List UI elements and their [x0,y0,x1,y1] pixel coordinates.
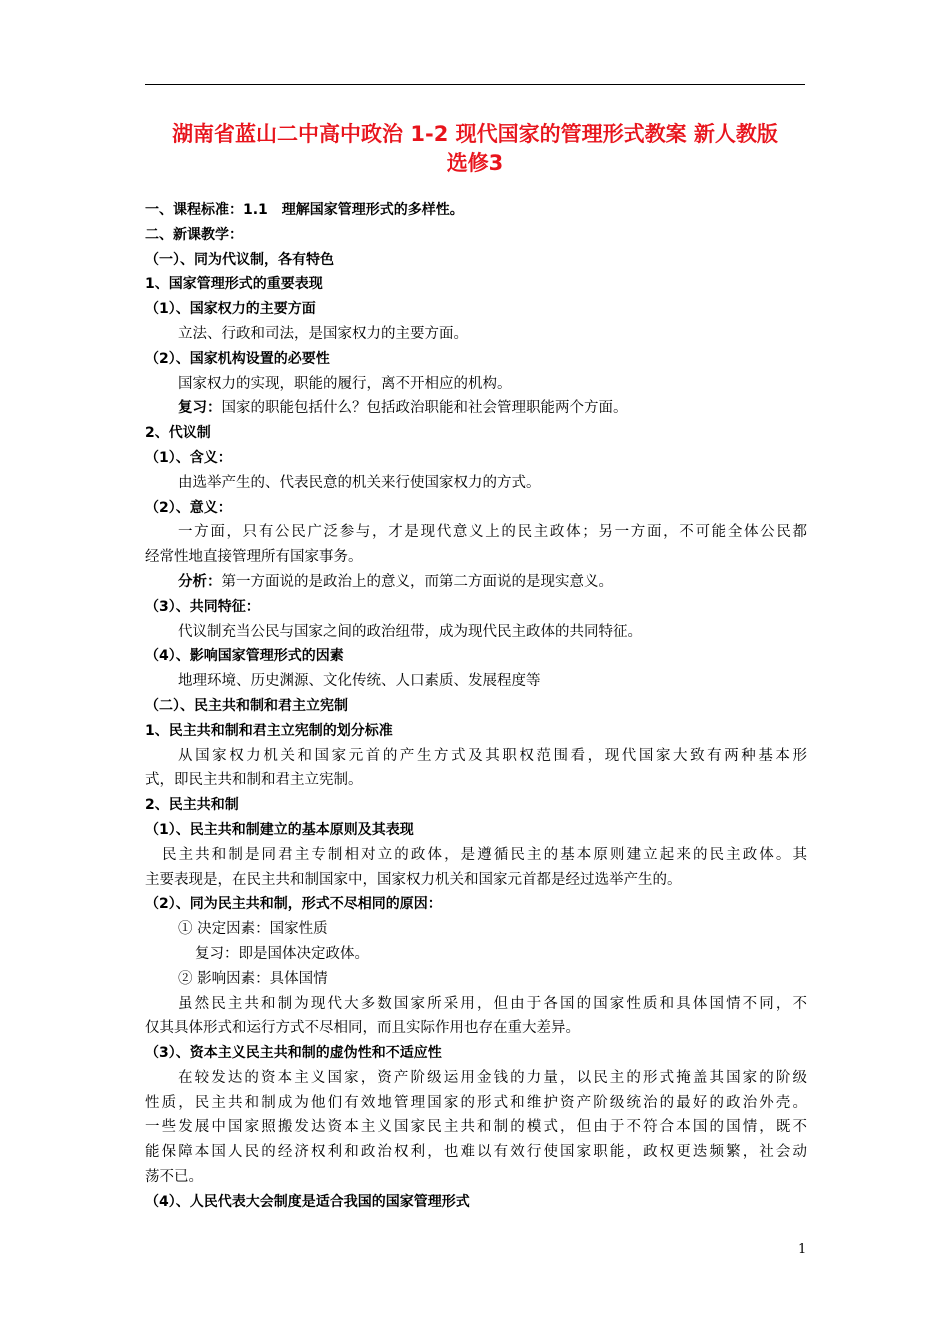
section-heading [145,1190,807,1215]
line-text: 2、代议制 [145,425,211,442]
body-line [145,545,807,570]
body-line [145,396,807,421]
section-heading [145,644,807,669]
body-line [145,843,807,868]
line-text: 经常性地直接管理所有国家事务。 [145,549,363,566]
section-heading [145,818,807,843]
section-heading [145,892,807,917]
line-text: （1）、民主共和制建立的基本原则及其表现 [145,821,414,838]
section-heading [145,496,807,521]
line-text: （1）、国家权力的主要方面 [145,301,316,318]
body-line [145,917,807,942]
body-line [145,942,807,967]
line-text: 仅其具体形式和运行方式不尽相同，而且实际作用也存在重大差异。 [145,1020,580,1037]
body-line [145,669,807,694]
body-line [145,322,807,347]
body-line [145,1016,807,1041]
body-line [145,967,807,992]
section-heading [145,198,807,223]
line-text: 二、新课教学： [145,226,243,243]
body-line [145,744,807,769]
bold-label: 分析： [178,572,222,590]
line-text: 立法、行政和司法，是国家权力的主要方面。 [178,325,468,342]
line-text: （1）、含义： [145,449,232,466]
body-line [145,1066,807,1091]
line-text: （3）、共同特征： [145,598,260,615]
section-heading [145,595,807,620]
body-line [145,471,807,496]
line-text: ① 决定因素：国家性质 [178,921,328,938]
line-text: 从国家权力机关和国家元首的产生方式及其职权范围看，现代国家大致有两种基本形 [178,747,807,764]
section-heading [145,1041,807,1066]
body-line [145,620,807,645]
line-text: 地理环境、历史渊源、文化传统、人口素质、发展程度等 [178,673,541,690]
line-text: 性质，民主共和制成为他们有效地管理国家的形式和维护资产阶级统治的最好的政治外壳。 [145,1094,807,1111]
line-text: 复习：即是国体决定政体。 [195,945,369,962]
line-text: 2、民主共和制 [145,797,239,814]
section-heading [145,248,807,273]
section-heading [145,223,807,248]
section-heading [145,347,807,372]
line-text: 荡不已。 [145,1169,203,1186]
line-text: 民主共和制是同君主专制相对立的政体，是遵循民主的基本原则建立起来的民主政体。其 [162,846,807,863]
line-text: （4）、影响国家管理形式的因素 [145,648,344,665]
line-text: 在较发达的资本主义国家，资产阶级运用金钱的力量，以民主的形式掩盖其国家的阶级 [178,1069,807,1086]
section-heading [145,694,807,719]
title-line: 选修3 [446,151,504,175]
bold-label: 复习： [178,399,222,417]
line-text: 1、民主共和制和君主立宪制的划分标准 [145,722,393,739]
line-text: ② 影响因素：具体国情 [178,970,328,987]
line-text: 第一方面说的是政治上的意义，而第二方面说的是现实意义。 [221,573,613,590]
section-heading [145,421,807,446]
body-line [145,1165,807,1190]
line-text: 国家权力的实现，职能的履行，离不开相应的机构。 [178,375,512,392]
section-heading [145,446,807,471]
line-text: （3）、资本主义民主共和制的虚伪性和不适应性 [145,1045,442,1062]
line-text: （二）、民主共和制和君主立宪制 [145,697,348,714]
line-text: 国家的职能包括什么？包括政治职能和社会管理职能两个方面。 [221,400,628,417]
line-text: 式，即民主共和制和君主立宪制。 [145,772,363,789]
body-line [145,570,807,595]
line-text: （2）、意义： [145,499,232,516]
line-text: 一些发展中国家照搬发达资本主义国家民主共和制的模式，但由于不符合本国的国情，既不 [145,1119,807,1136]
section-heading [145,719,807,744]
line-text: （2）、同为民主共和制，形式不尽相同的原因： [145,896,442,913]
line-text: 虽然民主共和制为现代大多数国家所采用，但由于各国的国家性质和具体国情不同，不 [178,995,807,1012]
line-text: 1、国家管理形式的重要表现 [145,276,323,293]
line-text: 一方面，只有公民广泛参与，才是现代意义上的民主政体；另一方面，不可能全体公民都 [178,524,807,541]
body-line [145,868,807,893]
body-line [145,372,807,397]
body-line [145,1091,807,1116]
line-text: （2）、国家机构设置的必要性 [145,350,330,367]
line-text: 主要表现是，在民主共和制国家中，国家权力机关和国家元首都是经过选举产生的。 [145,871,682,888]
line-text: （一）、同为代议制，各有特色 [145,251,334,268]
document-body [145,198,807,1215]
body-line [145,768,807,793]
document-title [145,120,805,178]
title-line: 湖南省蓝山二中高中政治 1-2 现代国家的管理形式教案 新人教版 [172,122,778,146]
body-line [145,1140,807,1165]
section-heading [145,793,807,818]
line-text: 代议制充当公民与国家之间的政治纽带，成为现代民主政体的共同特征。 [178,623,642,640]
section-heading [145,272,807,297]
body-line [145,1115,807,1140]
line-text: 一、课程标准：1.1 理解国家管理形式的多样性。 [145,202,464,218]
line-text: 由选举产生的、代表民意的机关来行使国家权力的方式。 [178,474,541,491]
page-number: 1 [798,1242,807,1257]
body-line [145,520,807,545]
line-text: （4）、人民代表大会制度是适合我国的国家管理形式 [145,1193,470,1210]
body-line [145,992,807,1017]
header-rule [145,84,805,85]
line-text: 能保障本国人民的经济权利和政治权利，也难以有效行使国家职能，政权更迭频繁，社会动 [145,1144,807,1161]
section-heading [145,297,807,322]
